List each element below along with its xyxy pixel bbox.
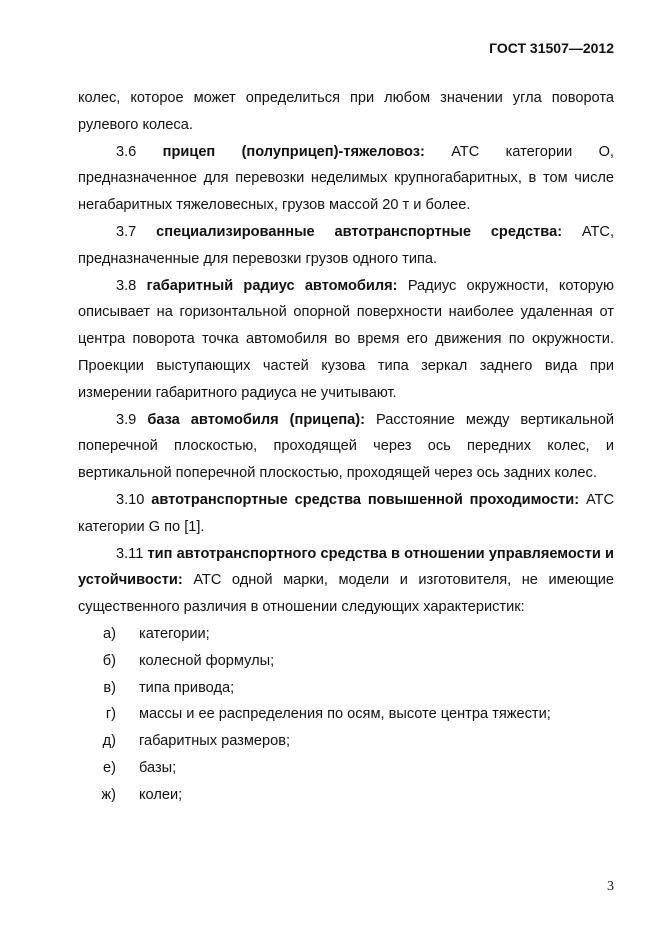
list-item	[78, 701, 614, 728]
list-item	[78, 728, 614, 755]
list-text: базы;	[139, 759, 177, 776]
list-letter: в)	[103, 679, 116, 696]
document-body	[78, 85, 614, 809]
list-text: колеи;	[139, 786, 183, 803]
clause-text: АТС категории G по [1].	[78, 491, 614, 535]
clause-term: автотранспортные средства повышенной проходимости:	[151, 491, 580, 508]
clause-term: специализированные автотранспортные средства:	[156, 223, 563, 240]
list-letter: ж)	[101, 786, 116, 803]
list-letter: д)	[102, 733, 116, 750]
clause-3-9	[78, 407, 614, 487]
list-letter: г)	[105, 706, 116, 723]
clause-number: 3.11	[116, 545, 144, 562]
list-letter: б)	[102, 652, 116, 669]
list-item	[78, 675, 614, 702]
clause-term: прицеп (полуприцеп)-тяжеловоз:	[162, 143, 425, 160]
clause-number: 3.10	[116, 491, 145, 508]
list-text: типа привода;	[139, 679, 235, 696]
clause-number: 3.6	[116, 143, 137, 160]
clause-text: Расстояние между вертикальной поперечной плоскостью, проходящей через ось передних колес, и вертикальной поперечной плоскостью, проходящей через ось задних колес.	[78, 411, 615, 482]
list-text: габаритных размеров;	[139, 733, 291, 750]
clause-term: габаритный радиус автомобиля:	[146, 277, 398, 294]
paragraph-text: колес, которое может определиться при любом значении угла поворота рулевого колеса.	[78, 90, 614, 133]
clause-number: 3.9	[116, 411, 137, 428]
list-text: массы и ее распределения по осям, высоте центра тяжести;	[139, 706, 551, 723]
list-text: колесной формулы;	[139, 652, 275, 669]
clause-term: база автомобиля (прицепа):	[147, 411, 365, 428]
list-letter: а)	[103, 625, 116, 642]
list-item	[78, 648, 614, 675]
clause-3-10	[78, 487, 614, 541]
clause-number: 3.8	[116, 277, 137, 294]
clause-3-11	[78, 541, 614, 621]
paragraph-continuation	[78, 85, 614, 139]
clause-3-7	[78, 219, 614, 273]
list-item	[78, 621, 614, 648]
list-text: категории;	[139, 625, 210, 642]
clause-text: АТС категории О, предназначенное для перевозки неделимых крупногабаритных, в том числе негабаритных тяжеловесных, грузов массой 20 т и более.	[78, 143, 614, 214]
clause-text: АТС, предназначенные для перевозки грузов одного типа.	[78, 223, 615, 267]
page-number: 3	[607, 879, 614, 894]
list-item	[78, 755, 614, 782]
clause-text: Радиус окружности, которую описывает на горизонтальной опорной поверхности наиболее удаленная от центра поворота точка автомобиля во время его движения по окружности. Проекции выступающих частей кузова типа зеркал заднего вида при измерении габаритного радиуса не учитывают.	[78, 277, 615, 401]
list-item	[78, 782, 614, 809]
clause-number: 3.7	[116, 223, 137, 240]
clause-term: тип автотранспортного средства в отношении управляемости и устойчивости:	[78, 545, 614, 589]
clause-3-6	[78, 139, 614, 219]
clause-3-8	[78, 273, 614, 407]
list-letter: е)	[103, 759, 116, 776]
document-header: ГОСТ 31507—2012	[489, 40, 614, 56]
characteristics-list	[78, 621, 614, 809]
clause-text: АТС одной марки, модели и изготовителя, не имеющие существенного различия в отношении следующих характеристик:	[78, 572, 614, 616]
